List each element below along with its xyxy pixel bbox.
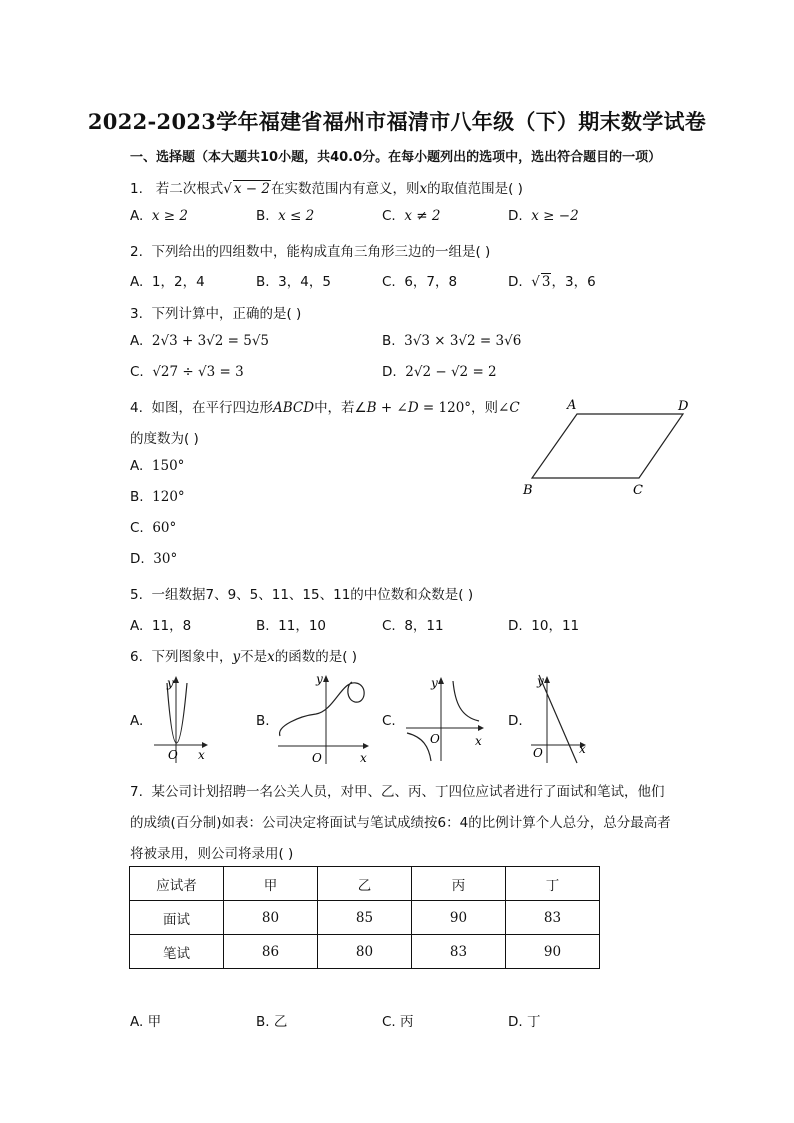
table-cell: 85: [318, 901, 412, 935]
option: D. 2√2 − √2 = 2: [382, 364, 497, 380]
option: A. 甲: [130, 1014, 162, 1030]
option: D. 丁: [508, 1014, 541, 1030]
graph-d: [529, 671, 593, 767]
option: C. 丙: [382, 1014, 414, 1030]
table-row: [130, 935, 600, 969]
svg-text:y: y: [316, 672, 323, 686]
question-6: 6. 下列图象中，y不是x的函数的是( ): [130, 649, 358, 665]
table-cell: 83: [506, 901, 600, 935]
option: B. 3√3 × 3√2 = 3√6: [382, 333, 522, 349]
graph-a: [150, 673, 212, 765]
svg-text:O: O: [533, 746, 543, 760]
option: B.: [256, 713, 270, 729]
graph-b: [276, 670, 376, 767]
question-3: 3. 下列计算中，正确的是( ): [130, 306, 302, 322]
vertex-d-label: D: [678, 399, 689, 414]
svg-text:O: O: [312, 751, 322, 765]
score-table: [129, 866, 600, 969]
straight-line: [539, 675, 577, 763]
option: A. 11，8: [130, 618, 192, 634]
option: D. 10，11: [508, 618, 580, 634]
table-cell: 应试者: [130, 867, 224, 901]
question-text: 在实数范围内有意义，则: [270, 181, 420, 197]
table-cell: 80: [318, 935, 412, 969]
table-cell: 83: [412, 935, 506, 969]
variable: x: [419, 181, 428, 197]
option: D.: [508, 713, 523, 729]
vertex-a-label: A: [567, 398, 577, 413]
option: B. 3，4，5: [256, 274, 331, 290]
svg-text:y: y: [167, 676, 174, 690]
option: C. 6，7，8: [382, 274, 458, 290]
svg-text:x: x: [360, 751, 367, 765]
hyperbola-branch-1: [453, 681, 479, 721]
question-text: 的取值范围是( ): [427, 181, 523, 197]
question-2: 2. 下列给出的四组数中，能构成直角三角形三边的一组是( ): [130, 244, 491, 260]
svg-text:y: y: [537, 674, 544, 688]
question-text: 的度数为( ): [130, 431, 199, 447]
table-cell: 甲: [224, 867, 318, 901]
option: D. 30°: [130, 551, 178, 567]
option: A.: [130, 713, 144, 729]
svg-text:x: x: [475, 734, 482, 748]
question-4: 4. 如图，在平行四边形ABCD中，若∠B + ∠D = 120°，则∠C: [130, 400, 520, 416]
table-cell: 丁: [506, 867, 600, 901]
option: C.: [382, 713, 396, 729]
table-cell: 80: [224, 901, 318, 935]
option: B. x ≤ 2: [256, 208, 315, 224]
question-text: 的成绩(百分制)如表：公司决定将面试与笔试成绩按6：4的比例计算个人总分，总分最高者: [130, 815, 671, 831]
svg-text:O: O: [430, 732, 440, 746]
radicand: x − 2: [233, 181, 270, 197]
question-text: 某公司计划招聘一名公关人员，对甲、乙、丙、丁四位应试者进行了面试和笔试，他们: [151, 784, 665, 800]
question-text: 将被录用，则公司将录用( ): [130, 846, 294, 862]
option: B. 120°: [130, 489, 185, 505]
svg-text:y: y: [431, 676, 438, 690]
option: C. 8，11: [382, 618, 444, 634]
table-cell: 90: [412, 901, 506, 935]
option: C. 60°: [130, 520, 177, 536]
parallelogram-shape: [532, 414, 683, 478]
option: D. x ≥ −2: [508, 208, 579, 224]
question-text: 若二次根式: [155, 181, 224, 197]
section-heading: 一、选择题（本大题共10小题，共40.0分。在每小题列出的选项中，选出符合题目的一项）: [130, 150, 662, 165]
svg-text:x: x: [198, 748, 205, 762]
vertex-c-label: C: [633, 483, 643, 498]
svg-text:O: O: [168, 748, 178, 762]
option: A. 2√3 + 3√2 = 5√5: [130, 333, 270, 349]
option: B. 11，10: [256, 618, 327, 634]
question-text: 下列计算中，正确的是( ): [151, 306, 302, 322]
question-7: 7. 某公司计划招聘一名公关人员，对甲、乙、丙、丁四位应试者进行了面试和笔试，他们: [130, 784, 665, 800]
graph-c: [403, 673, 489, 765]
page-title: 2022-2023学年福建省福州市福清市八年级（下）期末数学试卷: [87, 109, 707, 134]
option: A. 150°: [130, 458, 185, 474]
table-row: [130, 901, 600, 935]
table-cell: 86: [224, 935, 318, 969]
question-text: 一组数据7、9、5、11、15、11的中位数和众数是( ): [151, 587, 474, 603]
table-cell: 笔试: [130, 935, 224, 969]
parabola-curve: [167, 683, 187, 743]
svg-text:x: x: [579, 742, 586, 756]
table-cell: 丙: [412, 867, 506, 901]
vertex-b-label: B: [523, 483, 533, 498]
option: B. 乙: [256, 1014, 288, 1030]
option: D. √ 3，3，6: [508, 274, 596, 290]
option: A. x ≥ 2: [130, 208, 188, 224]
parallelogram-figure: [515, 393, 695, 498]
table-cell: 90: [506, 935, 600, 969]
loop-curve: [280, 682, 365, 736]
table-cell: 面试: [130, 901, 224, 935]
option: C. √27 ÷ √3 = 3: [130, 364, 244, 380]
option: A. 1，2，4: [130, 274, 205, 290]
option: C. x ≠ 2: [382, 208, 441, 224]
hyperbola-branch-2: [407, 733, 431, 761]
question-text: 下列给出的四组数中，能构成直角三角形三边的一组是( ): [151, 244, 491, 260]
question-number: 1.: [130, 181, 143, 197]
question-1: 1. 若二次根式√ x − 2在实数范围内有意义，则x的取值范围是( ): [130, 181, 523, 197]
table-cell: 乙: [318, 867, 412, 901]
question-5: 5. 一组数据7、9、5、11、15、11的中位数和众数是( ): [130, 587, 474, 603]
table-row: [130, 867, 600, 901]
